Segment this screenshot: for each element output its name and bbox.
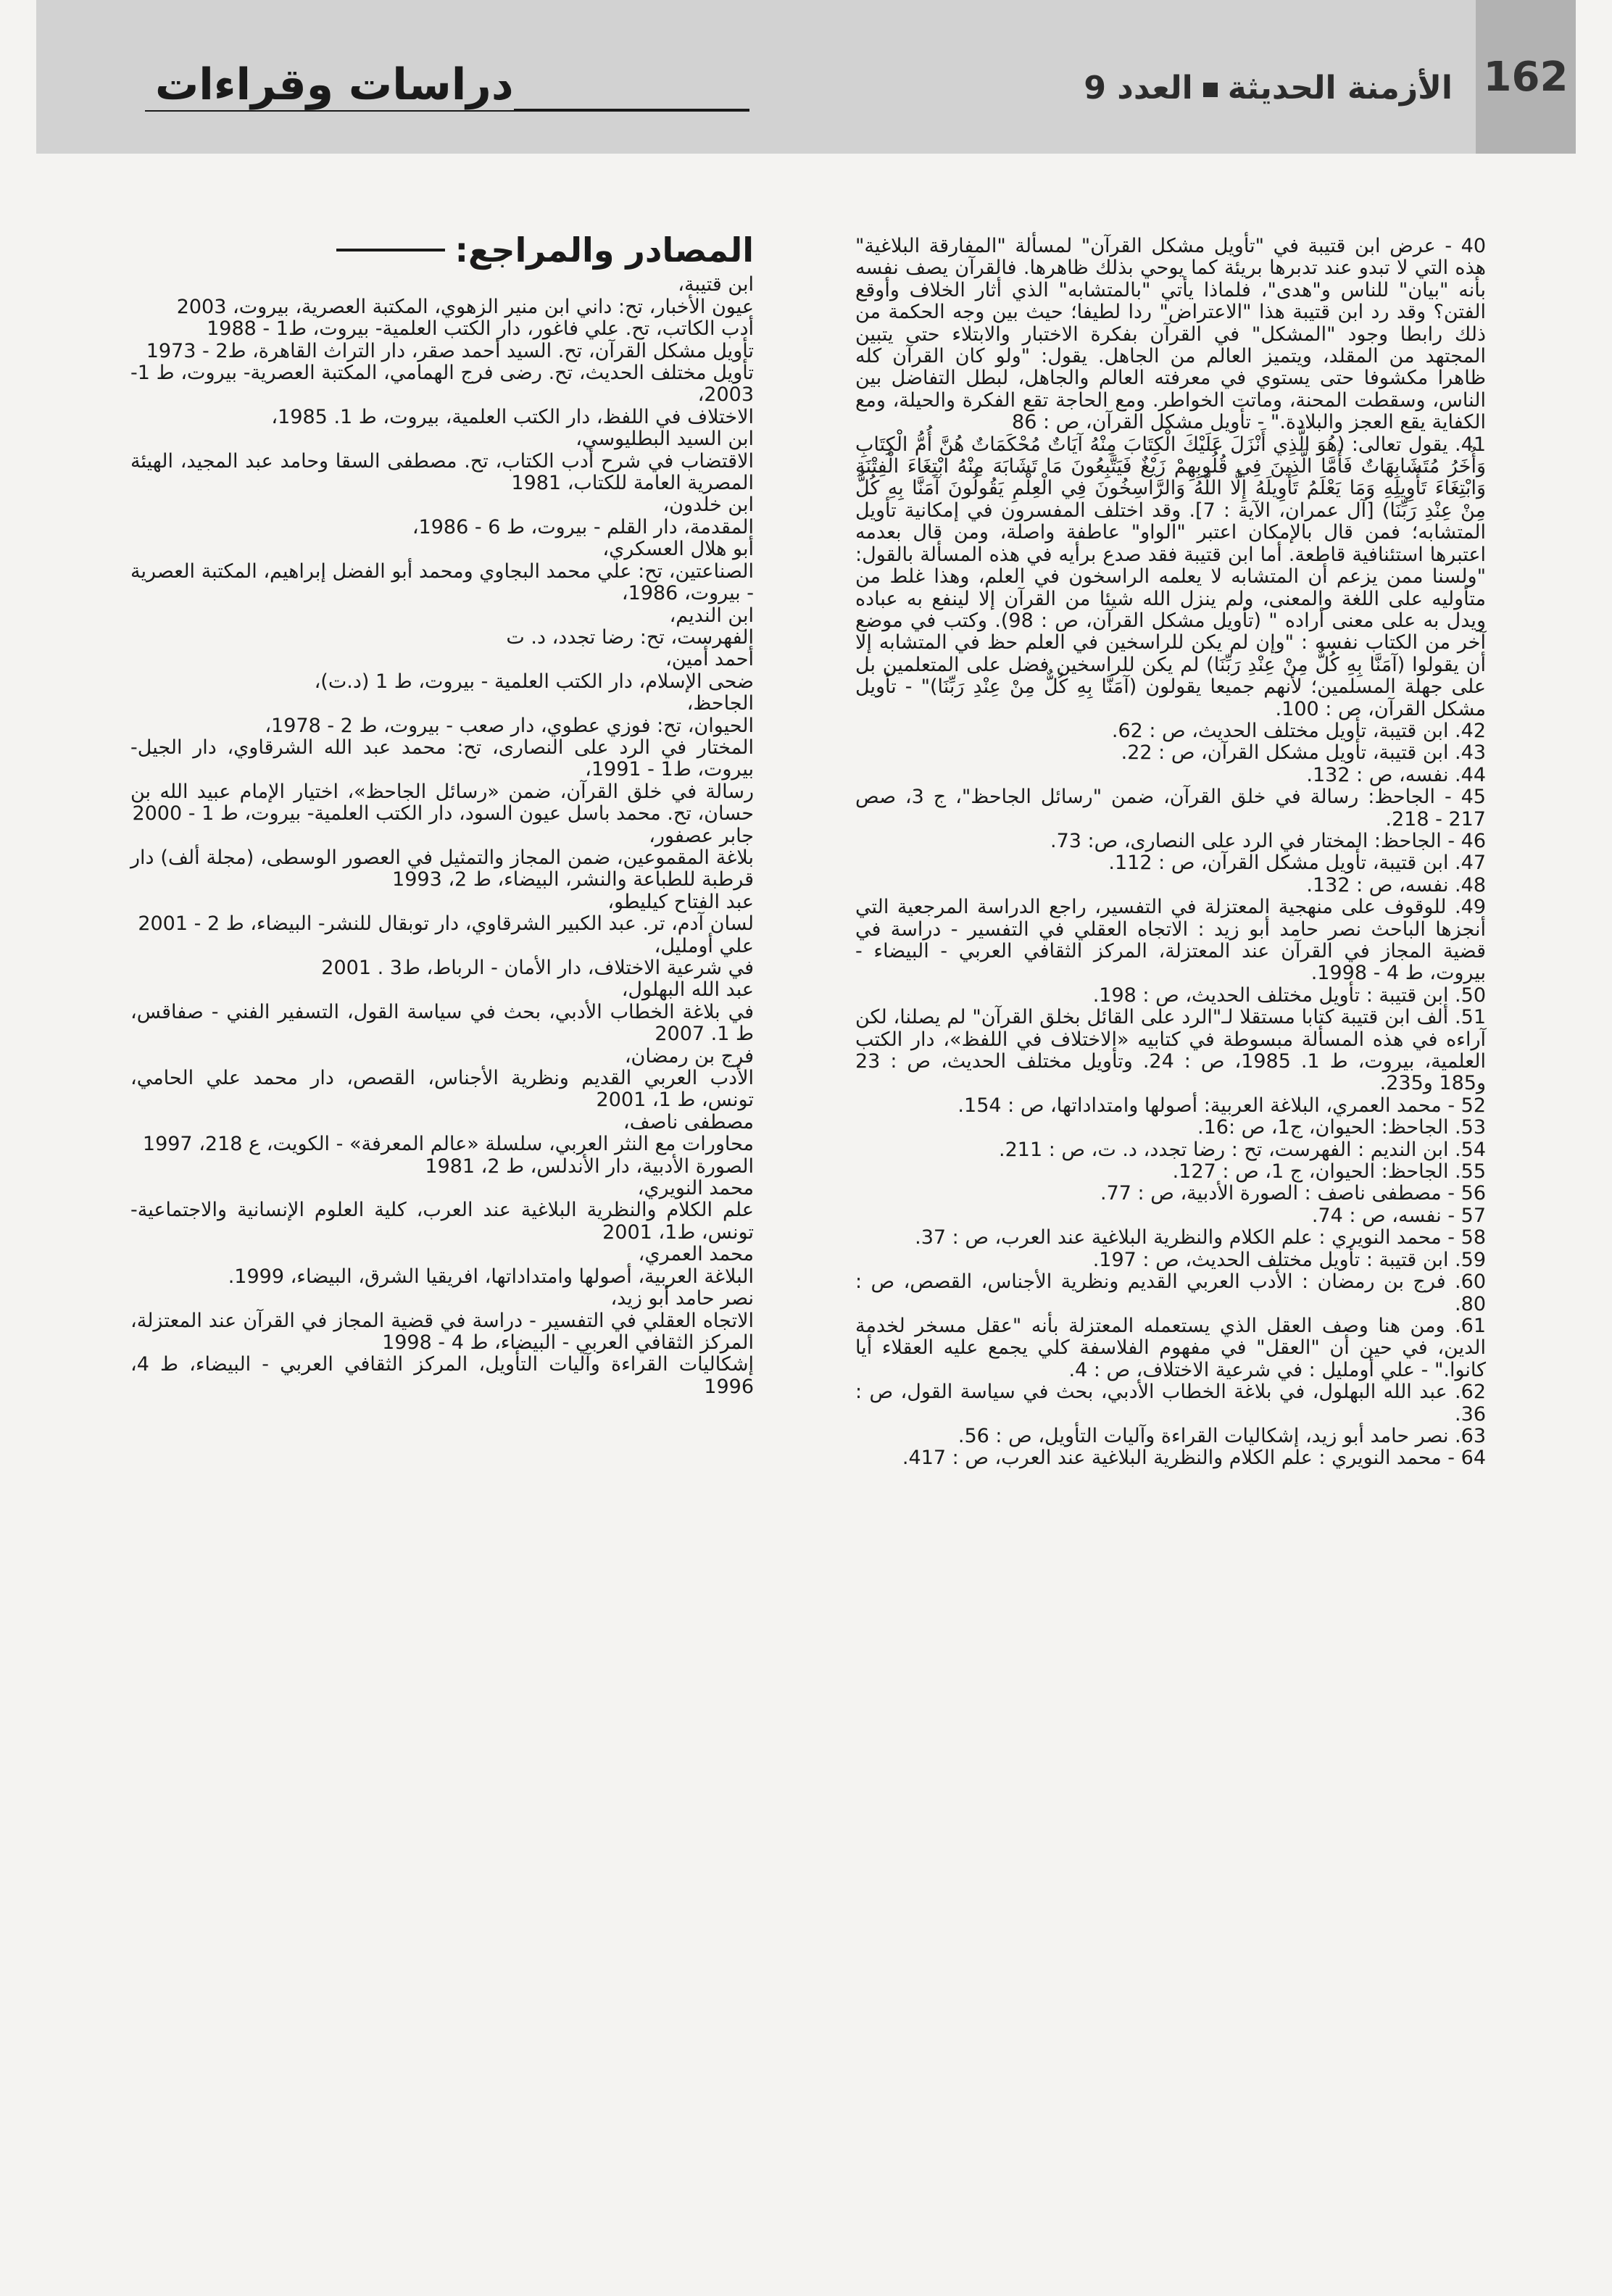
reference-line: الصورة الأدبية، دار الأندلس، ط 2، 1981	[425, 1155, 754, 1178]
running-head	[1084, 70, 1453, 107]
endnote: 47. ابن قتيبة، تأويل مشكل القرآن، ص : 112.	[1108, 852, 1486, 875]
reference-line: ابن خلدون،	[662, 494, 754, 517]
endnote: 52 - محمد العمري، البلاغة العربية: أصولها وامتداداتها، ص : 154.	[957, 1094, 1486, 1117]
reference-line: الأدب العربي القديم ونظرية الأجناس، القصص، دار محمد علي الحامي، تونس، ط 1، 2001	[130, 1067, 754, 1112]
references-column	[130, 230, 754, 1398]
endnote: 51. ألف ابن قتيبة كتابا مستقلا لـ"الرد على القائل بخلق القرآن" لم يصلنا، لكن آراءه في هذه المسألة مبسوطة في كتابيه «الاختلاف في اللفظ»، دار الكتب العلمية، بيروت، ط 1. 1985، ص : 24. وتأويل مختلف الحديث، ص : 23 و185 و235.	[855, 1006, 1486, 1095]
reference-line: علم الكلام والنظرية البلاغية عند العرب، كلية العلوم الإنسانية والاجتماعية- تونس، ط1، 2001	[130, 1199, 754, 1244]
endnote: 40 - عرض ابن قتيبة في "تأويل مشكل القرآن" لمسألة "المفارقة البلاغية" هذه التي لا تبدو عند تدبرها بريئة كما يوحي بذلك ظاهرها. فالقرآن يصف نفسه بأنه "بيان" للناس و"هدى"، فلماذا يأتي "بالمتشابه" الذي أثار الخلاف وأوقع الفتن؟ وقد رد ابن قتيبة هذا "الاعتراض" ردا لطيفا؛ حيث بين وجه الحكمة من ذلك رابطا وجود "المشكل" في القرآن بفكرة الاختبار والابتلاء حتى يتبين المجتهد من المقلد، ويتميز العالم من الجاهل. يقول: "ولو كان القرآن كله ظاهرا مكشوفا حتى يستوي في معرفته العالم والجاهل، لبطل التفاضل بين الناس، وسقطت المحنة، وماتت الخواطر. ومع الحاجة تقع الفكرة والحيلة، ومع الكفاية يقع العجز والبلادة." - تأويل مشكل القرآن، ص : 86	[855, 235, 1486, 434]
endnote: 60. فرج بن رمضان : الأدب العربي القديم ونظرية الأجناس، القصص، ص : 80.	[855, 1270, 1486, 1315]
page-number: 162	[1483, 53, 1569, 101]
reference-line: نصر حامد أبو زيد،	[610, 1287, 754, 1310]
endnote: 49. للوقوف على منهجية المعتزلة في التفسير، راجع الدراسة المرجعية التي أنجزها الباحث نصر حامد أبو زيد : الاتجاه العقلي في التفسير - دراسة في قضية المجاز في القرآن عند المعتزلة، المركز الثقافي العربي - البيضاء - بيروت، ط 4 - 1998.	[855, 896, 1486, 985]
reference-line: عبد الله البهلول،	[621, 978, 754, 1002]
reference-line: عبد الفتاح كيليطو،	[607, 890, 754, 913]
reference-line: بلاغة المقموعين، ضمن المجاز والتمثيل في العصور الوسطى، (مجلة ألف) دار قرطبة للطباعة والنشر، البيضاء، ط 2، 1993	[130, 846, 754, 891]
reference-line: تأويل مشكل القرآن، تح. السيد أحمد صقر، دار التراث القاهرة، ط2 - 1973	[146, 339, 754, 362]
endnote: 56 - مصطفى ناصف : الصورة الأدبية، ص : 77.	[1100, 1182, 1486, 1205]
reference-line: ضحى الإسلام، دار الكتب العلمية - بيروت، ط 1 (د.ت)،	[314, 670, 754, 693]
reference-line: ابن قتيبة،	[678, 273, 754, 296]
endnote: 50. ابن قتيبة : تأويل مختلف الحديث، ص : 198.	[1092, 983, 1486, 1007]
endnote: 64 - محمد النويري : علم الكلام والنظرية البلاغية عند العرب، ص : 417.	[902, 1447, 1486, 1470]
reference-line: المختار في الرد على النصارى، تح: محمد عبد الله الشرقاوي، دار الجيل- بيروت، ط1 - 1991،	[130, 736, 754, 781]
issue-number: العدد 9	[1084, 70, 1193, 107]
reference-line: أدب الكاتب، تح. علي فاغور، دار الكتب العلمية- بيروت، ط1 - 1988	[207, 317, 754, 341]
endnote: 45 - الجاحظ: رسالة في خلق القرآن، ضمن "رسائل الجاحظ"، ج 3، صص 217 - 218.	[855, 786, 1486, 831]
reference-line: لسان آدم، تر. عبد الكبير الشرقاوي، دار توبقال للنشر- البيضاء، ط 2 - 2001	[138, 912, 754, 936]
reference-line: الاقتضاب في شرح أدب الكتاب، تح. مصطفى السقا وحامد عبد المجيد، الهيئة المصرية العامة للكتاب، 1981	[130, 449, 754, 495]
reference-line: عيون الأخبار، تح: داني ابن منير الزهوي، المكتبة العصرية، بيروت، 2003	[176, 295, 754, 318]
reference-line: الاتجاه العقلي في التفسير - دراسة في قضية المجاز في القرآن عند المعتزلة، المركز الثقافي العربي - البيضاء، ط 4 - 1998	[130, 1309, 754, 1354]
reference-line: ابن السيد البطليوسي،	[576, 428, 754, 451]
endnote: 54. ابن النديم : الفهرست، تح : رضا تجدد، د. ت، ص : 211.	[999, 1138, 1486, 1161]
reference-line: مصطفى ناصف،	[623, 1110, 754, 1134]
endnote: 61. ومن هنا وصف العقل الذي يستعمله المعتزلة بأنه "عقل مسخر لخدمة الدين، في حين أن "العقل" في مفهوم الفلاسفة كلي يجمع عليه العقلاء أيا كانوا." - علي أومليل : في شرعية الاختلاف، ص : 4.	[855, 1314, 1486, 1381]
page-number-box	[1476, 0, 1576, 154]
reference-line: الاختلاف في اللفظ، دار الكتب العلمية، بيروت، ط 1. 1985،	[271, 405, 754, 428]
reference-line: الفهرست، تح: رضا تجدد، د. ت	[506, 625, 754, 649]
endnote: 46 - الجاحظ: المختار في الرد على النصارى، ص: 73.	[1050, 829, 1486, 852]
page-header	[36, 0, 1576, 154]
reference-line: علي أومليل،	[654, 934, 754, 957]
separator-square-icon	[1203, 83, 1218, 97]
endnote: 59. ابن قتيبة : تأويل مختلف الحديث، ص : 197.	[1092, 1248, 1486, 1271]
reference-line: محاورات مع النثر العربي، سلسلة «عالم المعرفة» - الكويت، ع 218، 1997	[142, 1133, 754, 1156]
endnote: 53. الجاحظ: الحيوان، ج1، ص :16.	[1197, 1116, 1486, 1139]
heading-rule	[336, 249, 445, 251]
endnote: 42. ابن قتيبة، تأويل مختلف الحديث، ص : 62.	[1111, 719, 1486, 742]
reference-line: المقدمة، دار القلم - بيروت، ط 6 - 1986،	[412, 515, 754, 538]
section-title: دراسات وقراءات	[145, 59, 514, 110]
reference-line: الحيوان، تح: فوزي عطوي، دار صعب - بيروت، ط 2 - 1978،	[265, 714, 754, 737]
reference-line: الصناعتين، تح: علي محمد البجاوي ومحمد أبو الفضل إبراهيم، المكتبة العصرية - بيروت، 1986،	[130, 560, 754, 605]
reference-line: أبو هلال العسكري،	[602, 538, 754, 561]
reference-line: رسالة في خلق القرآن، ضمن «رسائل الجاحظ»، اختيار الإمام عبيد الله بن حسان، تح. محمد باسل عيون السود، دار الكتب العلمية- بيروت، ط 1 - 2000	[130, 780, 754, 825]
reference-line: في شرعية الاختلاف، دار الأمان - الرباط، ط3 . 2001	[321, 957, 754, 979]
reference-line: إشكاليات القراءة وآليات التأويل، المركز الثقافي العربي - البيضاء، ط 4، 1996	[130, 1353, 754, 1398]
endnote: 43. ابن قتيبة، تأويل مشكل القرآن، ص : 22.	[1121, 741, 1486, 765]
reference-line: محمد العمري،	[638, 1243, 754, 1266]
journal-title: الأزمنة الحديثة	[1227, 70, 1453, 107]
reference-line: الجاحظ،	[686, 692, 754, 715]
endnotes-column	[855, 236, 1486, 1470]
reference-line: أحمد أمين،	[665, 648, 754, 671]
endnote: 63. نصر حامد أبو زيد، إشكاليات القراءة وآليات التأويل، ص : 56.	[957, 1424, 1486, 1447]
reference-line: فرج بن رمضان،	[624, 1044, 754, 1068]
reference-line: البلاغة العربية، أصولها وامتداداتها، افريقيا الشرق، البيضاء، 1999.	[228, 1265, 754, 1288]
endnote: 57 - نفسه، ص : 74.	[1311, 1204, 1486, 1227]
endnote: 48. نفسه، ص : 132.	[1306, 873, 1486, 897]
references-heading	[130, 230, 754, 270]
reference-line: في بلاغة الخطاب الأدبي، بحث في سياسة القول، التسفير الفني - صفاقس، ط 1. 2007	[130, 1000, 754, 1046]
reference-line: ابن النديم،	[669, 604, 754, 627]
endnote: 44. نفسه، ص : 132.	[1306, 763, 1486, 786]
endnote: 41. يقول تعالى: (هُوَ الَّذِي أَنْزَلَ عَلَيْكَ الْكِتَابَ مِنْهُ آيَاتٌ مُحْكَمَاتٌ هُنَّ أُمُّ الْكِتَابِ وَأُخَرُ مُتَشَابِهَاتٌ فَأَمَّا الَّذِينَ فِي قُلُوبِهِمْ زَيْغٌ فَيَتَّبِعُونَ مَا تَشَابَهَ مِنْهُ ابْتِغَاءَ الْفِتْنَةِ وَابْتِغَاءَ تَأْوِيلِهِ وَمَا يَعْلَمُ تَأْوِيلَهُ إِلَّا اللَّهُ وَالرَّاسِخُونَ فِي الْعِلْمِ يَقُولُونَ آمَنَّا بِهِ كُلٌّ مِنْ عِنْدِ رَبِّنَا) [آل عمران، الآية : 7]. وقد اختلف المفسرون في إمكانية تأويل المتشابه؛ فمن قال بالإمكان اعتبر "الواو" عاطفة واصلة، ومن قال بعدمه اعتبرها استئنافية قاطعة. أما ابن قتيبة فقد صدع برأيه في هذه المسألة بالقول: "ولسنا ممن يزعم أن المتشابه لا يعلمه الراسخون في العلم، وهذا غلط من متأوليه على اللغة والمعنى، ولم ينزل الله شيئا من القرآن إلا لينفع به عباده ويدل به على معنى أراده " (تأويل مشكل القرآن، ص : 98). وكتب في موضع آخر من الكتاب نفسه : "وإن لم يكن للراسخين في العلم حظ في المتشابه إلا أن يقولوا (آمَنَّا بِهِ كُلٌّ مِنْ عِنْدِ رَبِّنَا) لم يكن للراسخين فضل على المتعلمين بل على جهلة المسلمين؛ لأنهم جميعا يقولون (آمَنَّا بِهِ كُلٌّ مِنْ عِنْدِ رَبِّنَا)" - تأويل مشكل القرآن، ص : 100.	[855, 433, 1486, 720]
endnote: 58 - محمد النويري : علم الكلام والنظرية البلاغية عند العرب، ص : 37.	[915, 1226, 1486, 1249]
reference-line: محمد النويري،	[637, 1177, 754, 1200]
endnote: 62. عبد الله البهلول، في بلاغة الخطاب الأدبي، بحث في سياسة القول، ص : 36.	[855, 1381, 1486, 1426]
endnote: 55. الجاحظ: الحيوان، ج 1، ص : 127.	[1172, 1160, 1486, 1184]
references-title: المصادر والمراجع:	[454, 230, 754, 270]
reference-line: جابر عصفور،	[649, 824, 754, 847]
reference-line: تأويل مختلف الحديث، تح. رضى فرج الهمامي، المكتبة العصرية- بيروت، ط 1- 2003،	[130, 362, 754, 407]
